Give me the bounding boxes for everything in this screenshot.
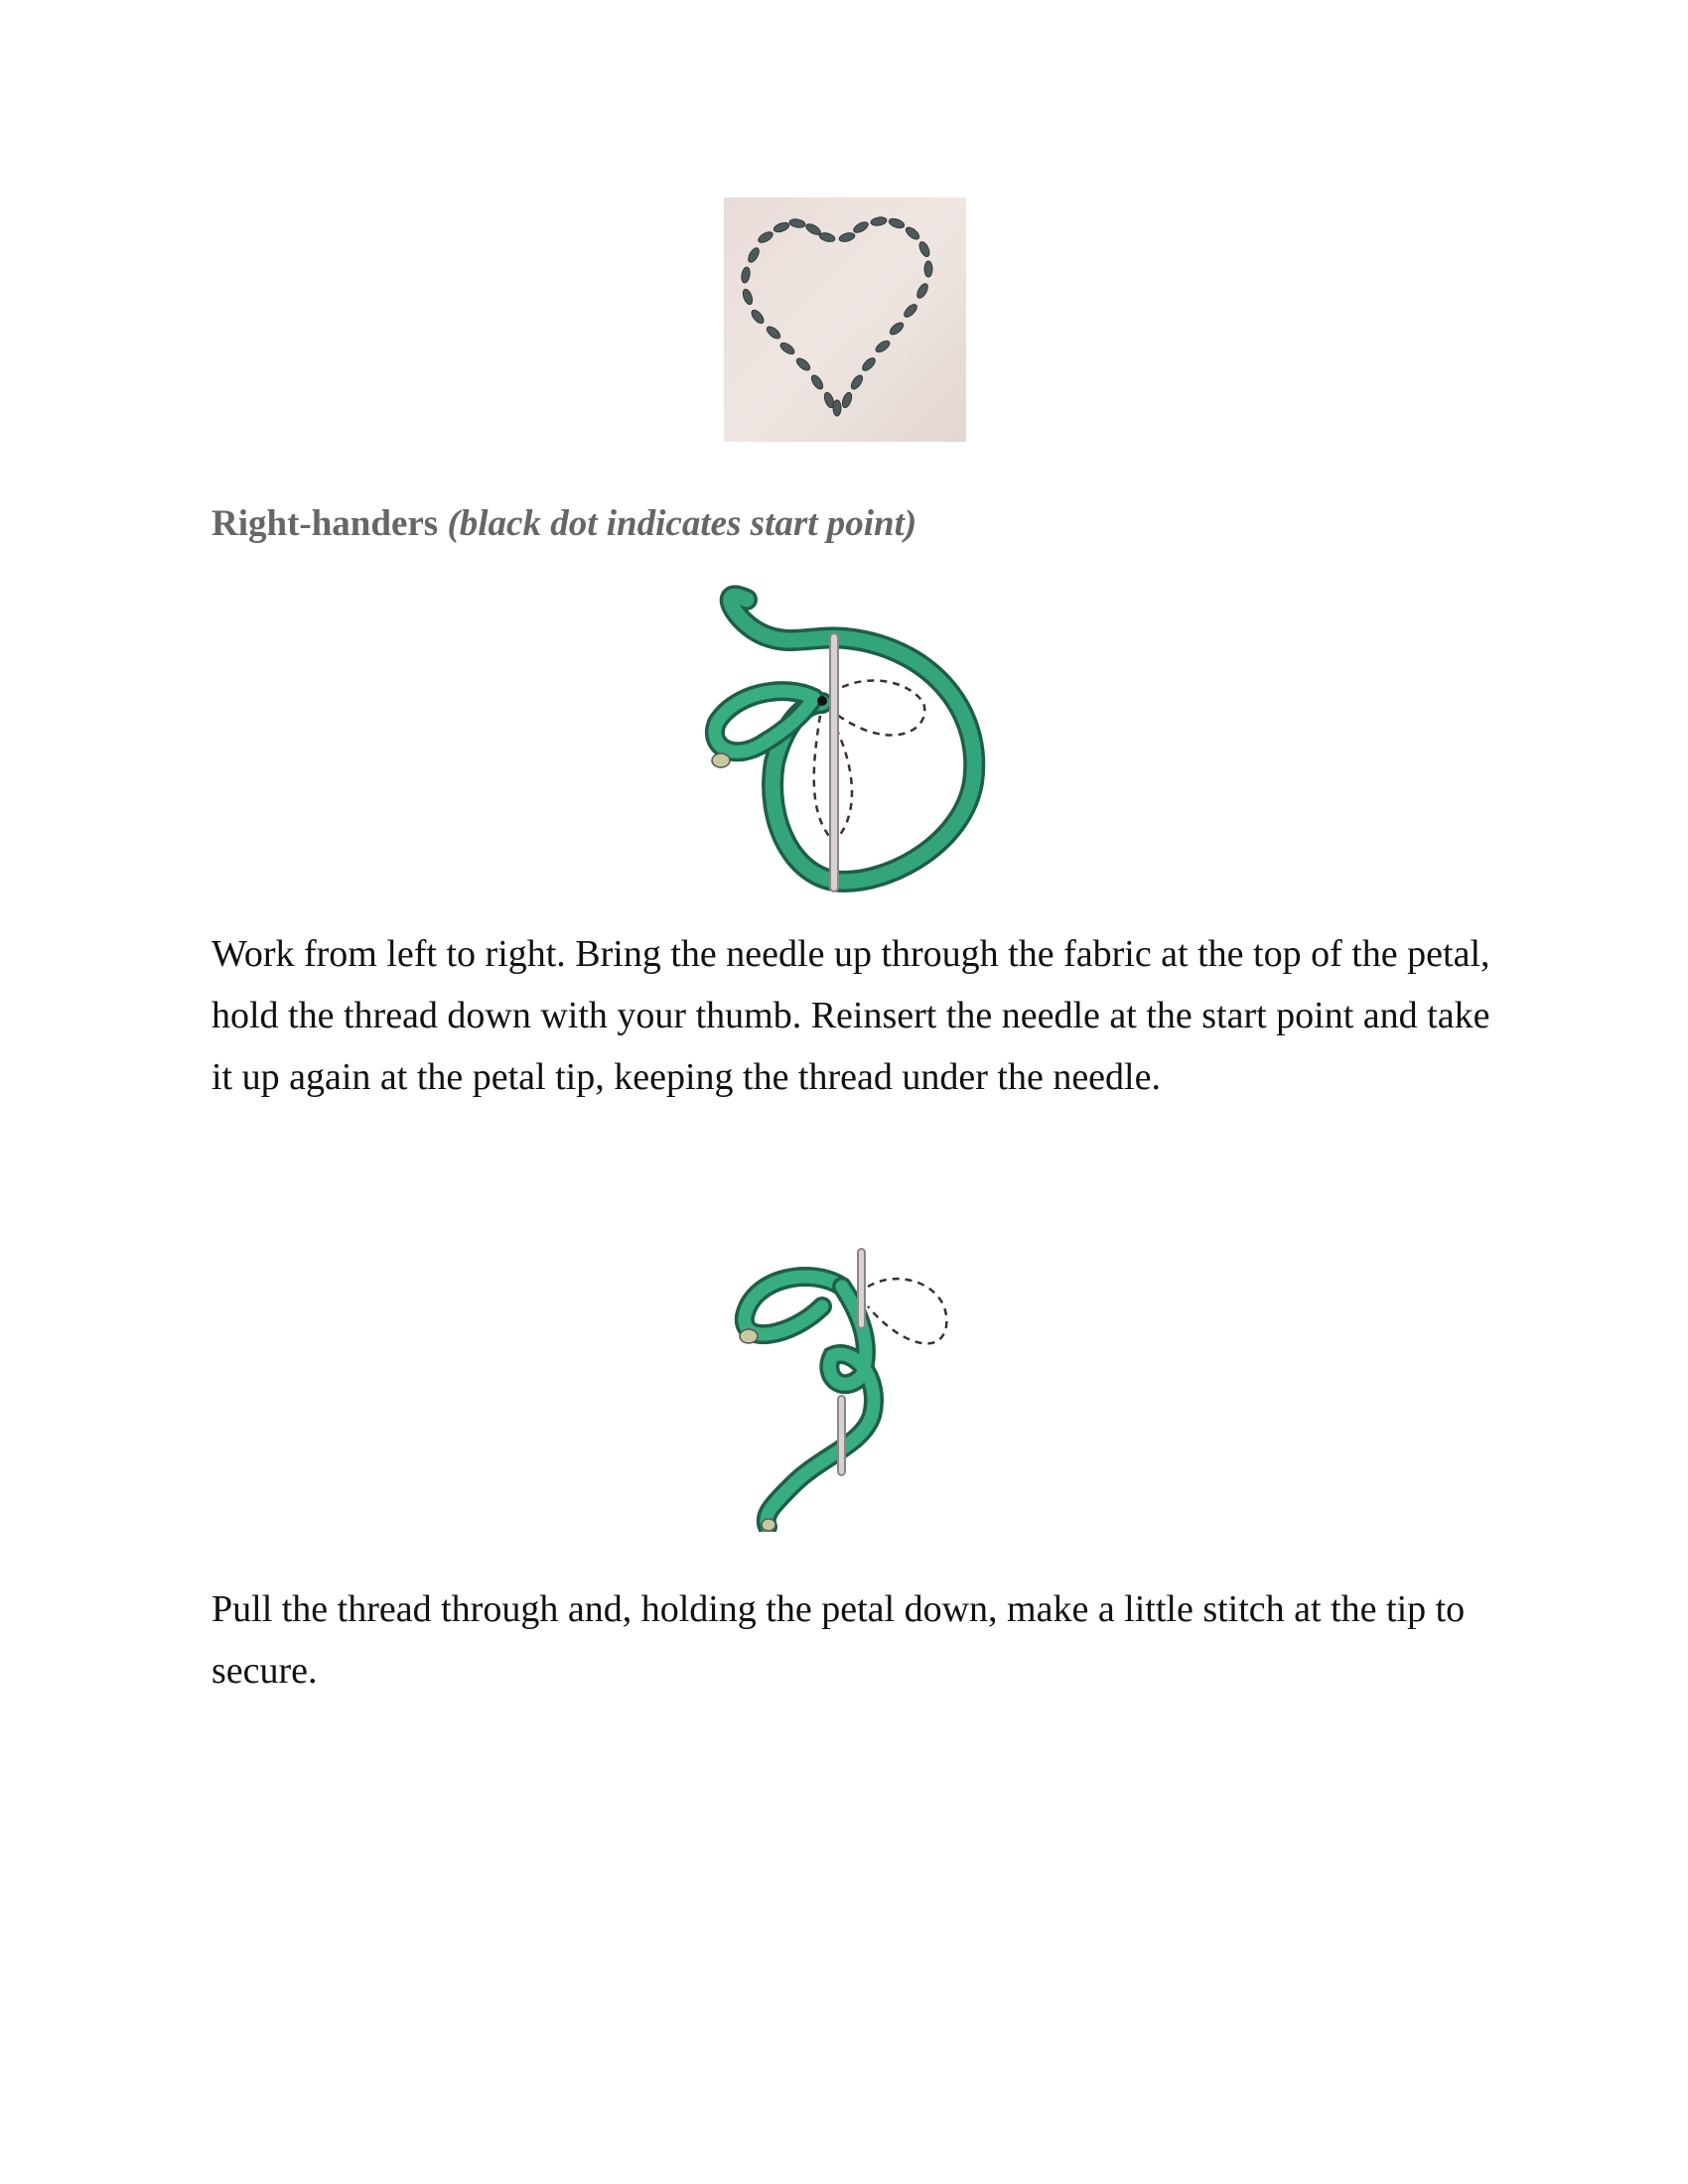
step1-illustration bbox=[695, 584, 993, 893]
step1-instructions: Work from left to right. Bring the needle up through the fabric at the top of the petal, hold the thread down with your thumb. Reinsert the needle at the start point and take it up again at the petal tip, keeping the thread under the needle. bbox=[211, 933, 1490, 1098]
heading-title: Right-handers bbox=[211, 503, 439, 544]
step2-instructions: Pull the thread through and, holding the petal down, make a little stitch at the tip to secure. bbox=[211, 1588, 1466, 1692]
heart-sample-image bbox=[724, 198, 966, 442]
section-heading bbox=[211, 498, 916, 550]
step2-illustration bbox=[723, 1247, 961, 1532]
heading-note: (black dot indicates start point) bbox=[447, 503, 917, 544]
